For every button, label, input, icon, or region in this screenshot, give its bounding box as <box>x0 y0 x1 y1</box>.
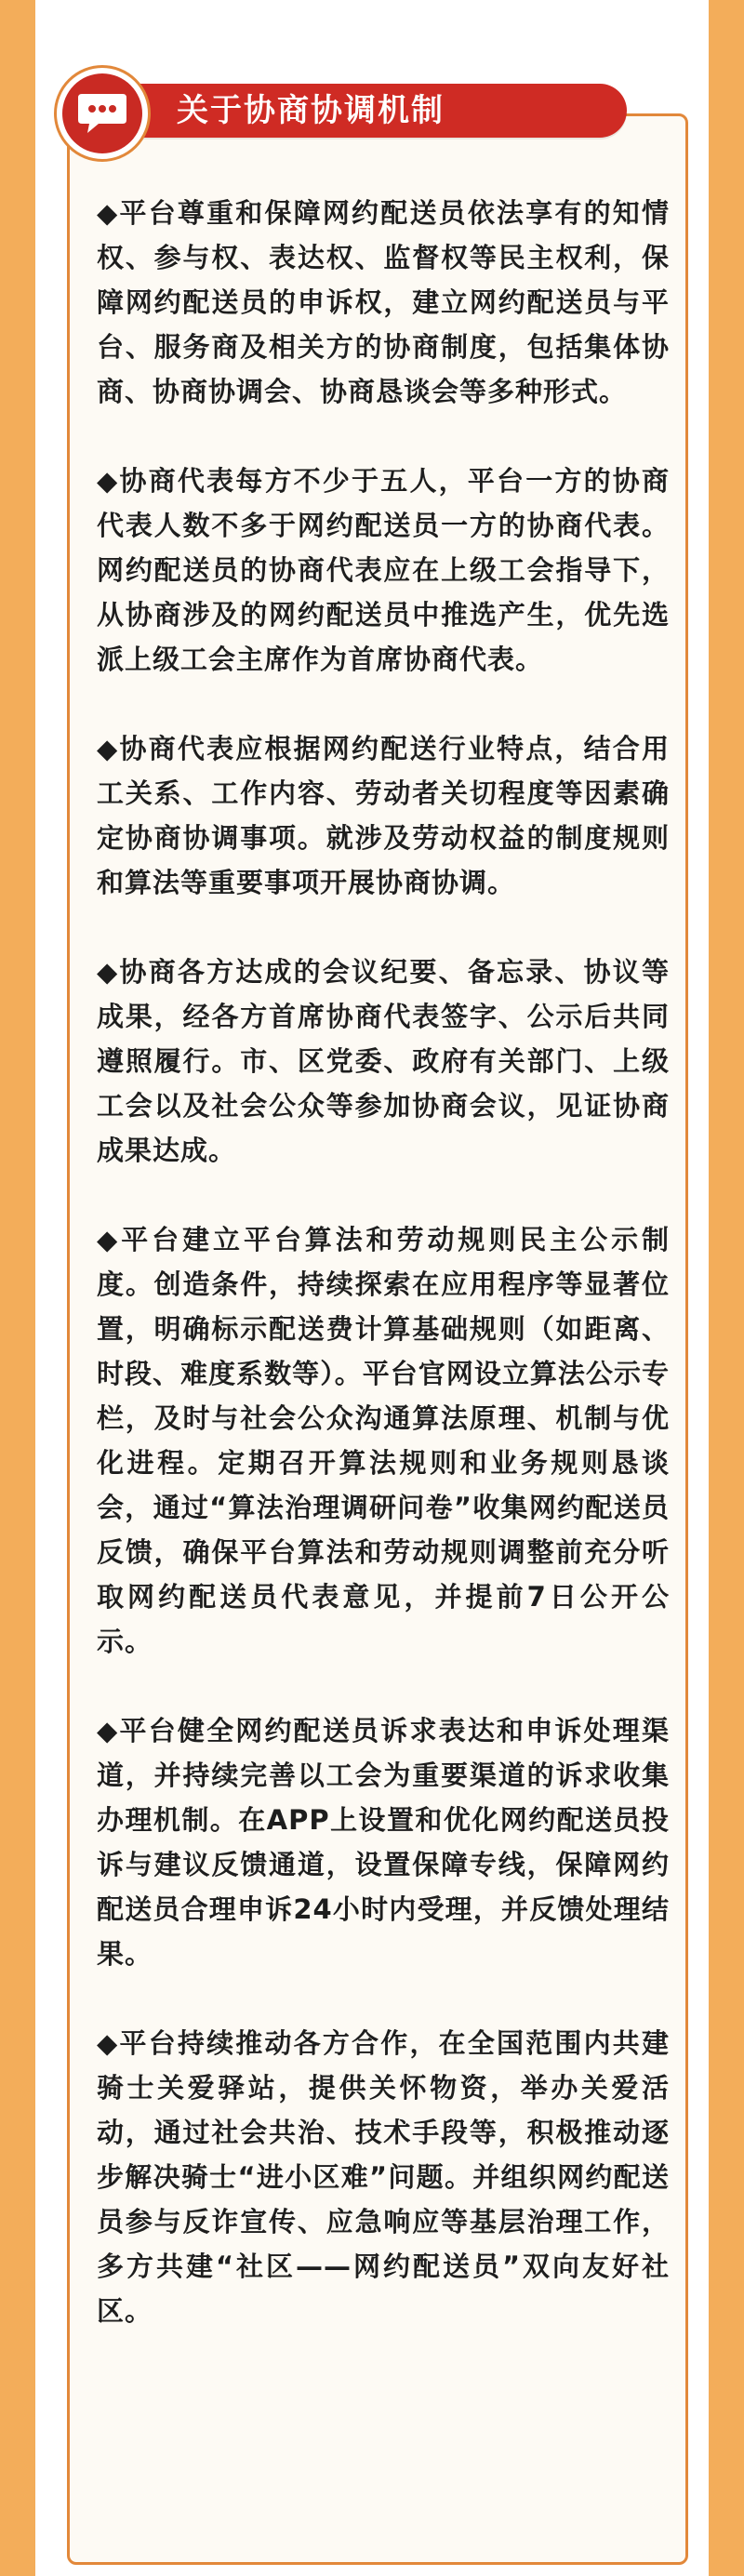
section-header <box>91 84 627 138</box>
section-title: 关于协商协调机制 <box>177 92 445 129</box>
chat-bubble-glyph <box>76 90 128 137</box>
paragraph-6: ◆平台健全网约配送员诉求表达和申诉处理渠道，并持续完善以工会为重要渠道的诉求收集办理机制。在APP上设置和优化网约配送员投诉与建议反馈通道，设置保障专线，保障网约配送员合理申诉24小时内受理，并反馈处理结果。 <box>97 1715 670 1970</box>
paragraph-2: ◆协商代表每方不少于五人，平台一方的协商代表人数不多于网约配送员一方的协商代表。网约配送员的协商代表应在上级工会指导下，从协商涉及的网约配送员中推选产生，优先选派上级工会主席作为首席协商代表。 <box>97 465 670 675</box>
paragraph-7: ◆平台持续推动各方合作，在全国范围内共建骑士关爱驿站，提供关怀物资，举办关爱活动，通过社会共治、技术手段等，积极推动逐步解决骑士“进小区难”问题。并组织网约配送员参与反诈宣传、应急响应等基层治理工作，多方共建“社区——网约配送员”双向友好社区。 <box>97 2027 670 2327</box>
paragraph-3: ◆协商代表应根据网约配送行业特点，结合用工关系、工作内容、劳动者关切程度等因素确定协商协调事项。就涉及劳动权益的制度规则和算法等重要事项开展协商协调。 <box>97 733 670 898</box>
paragraph-5: ◆平台建立平台算法和劳动规则民主公示制度。创造条件，持续探索在应用程序等显著位置，明确标示配送费计算基础规则（如距离、时段、难度系数等）。平台官网设立算法公示专栏，及时与社会公众沟通算法原理、机制与优化进程。定期召开算法规则和业务规则恳谈会，通过“算法治理调研问卷”收集网约配送员反馈，确保平台算法和劳动规则调整前充分听取网约配送员代表意见，并提前7日公开公示。 <box>97 1224 670 1657</box>
article-body <box>97 191 670 2378</box>
chat-bubble-icon-bg <box>62 73 142 153</box>
paragraph-4: ◆协商各方达成的会议纪要、备忘录、协议等成果，经各方首席协商代表签字、公示后共同遵照履行。市、区党委、政府有关部门、上级工会以及社会公众等参加协商会议，见证协商成果达成。 <box>97 956 670 1166</box>
paragraph-1: ◆平台尊重和保障网约配送员依法享有的知情权、参与权、表达权、监督权等民主权利，保障网约配送员的申诉权，建立网约配送员与平台、服务商及相关方的协商制度，包括集体协商、协商协调会、协商恳谈会等多种形式。 <box>97 197 670 407</box>
chat-bubble-icon <box>54 65 151 162</box>
